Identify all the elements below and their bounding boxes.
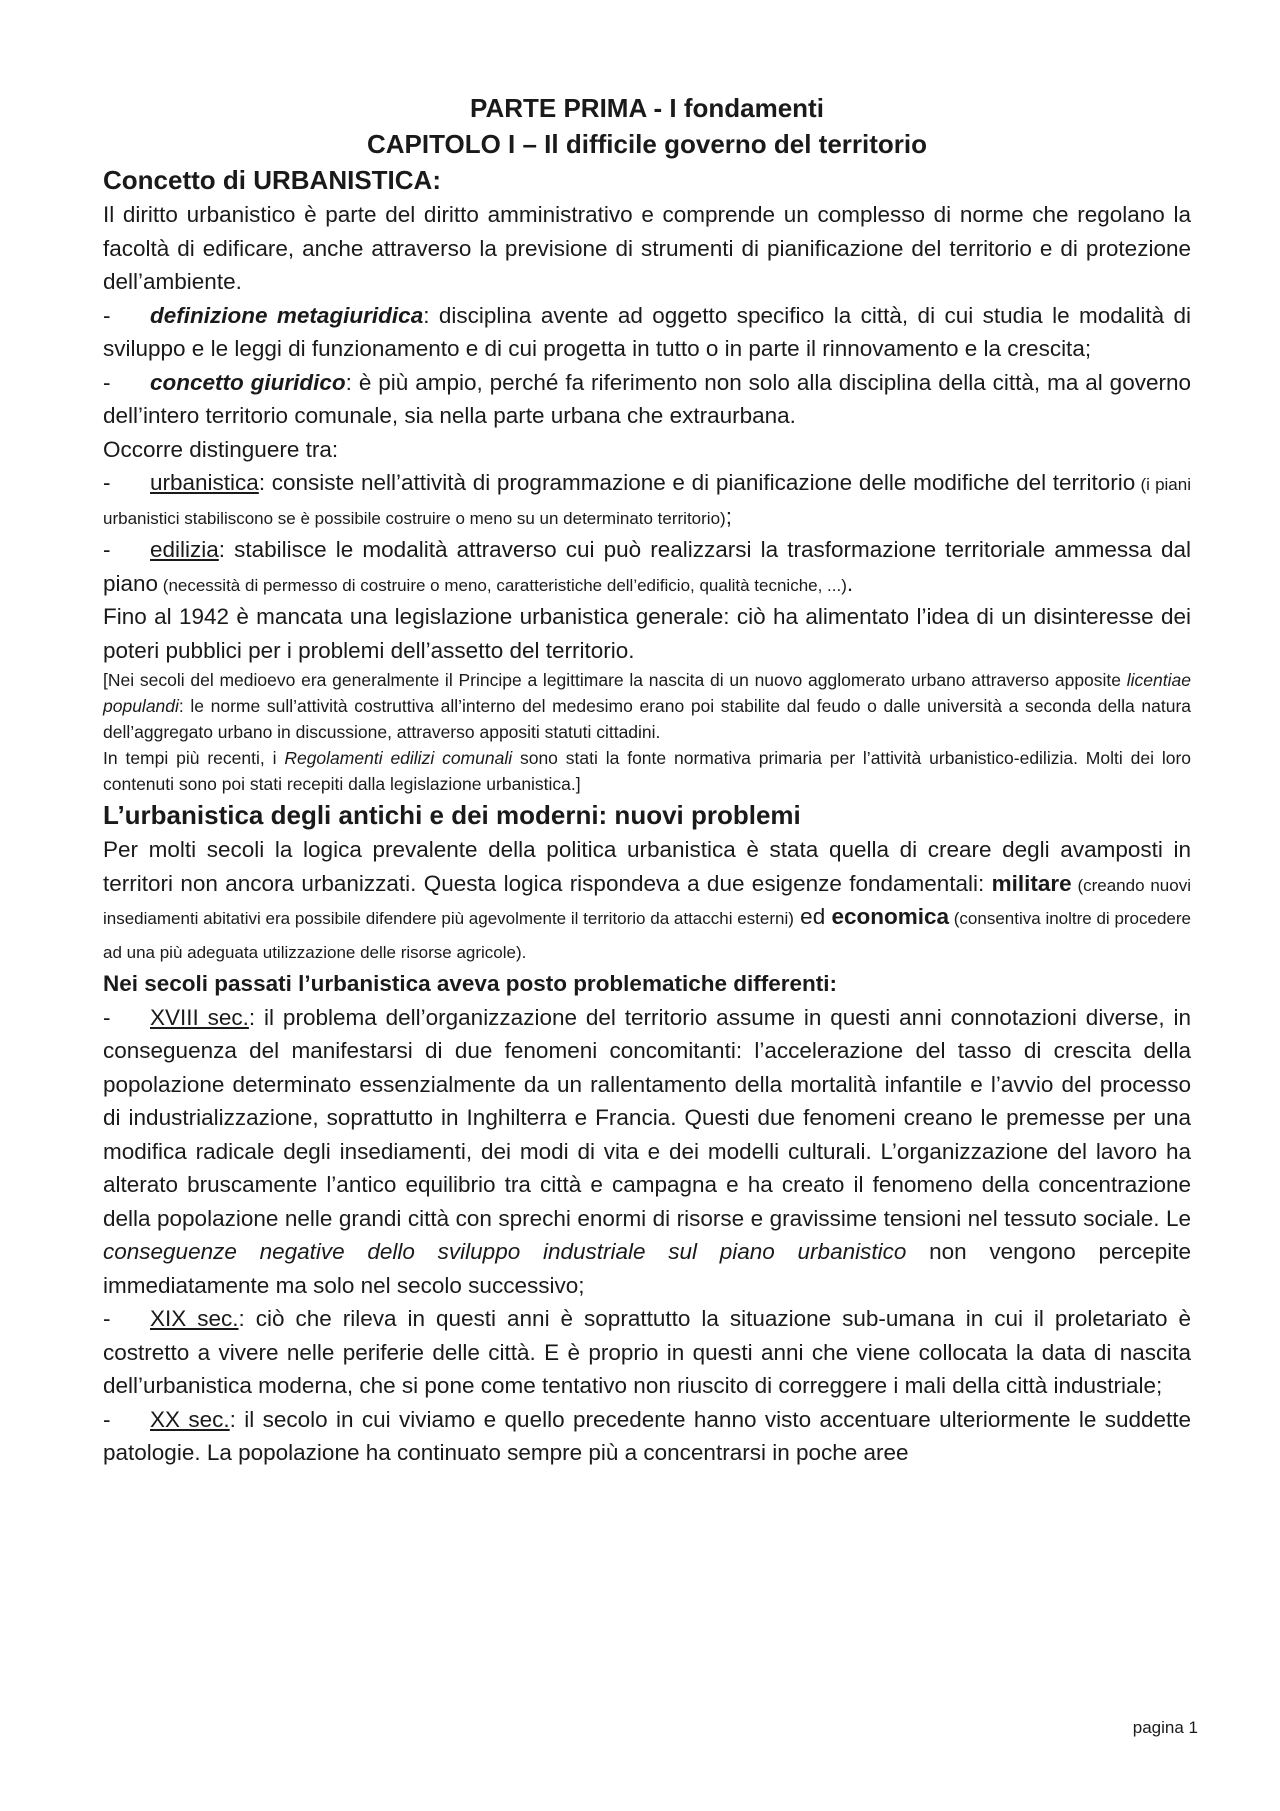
term: urbanistica xyxy=(150,470,259,495)
term: definizione metagiuridica xyxy=(150,302,424,328)
list-item-xix: - XIX sec.: ciò che rileva in questi anni è soprattutto la situazione sub-umana in cui il proletariato è costretto a vivere nelle periferie delle città. E è proprio in questi anni che viene collocata la data di nascita dell’urbanistica moderna, che si pone come tentativo non riuscito di correggere i mali della città industriale; xyxy=(103,1302,1191,1403)
term: XIX sec. xyxy=(150,1306,239,1331)
part-title: PARTE PRIMA - I fondamenti xyxy=(470,93,824,123)
document-page xyxy=(103,90,1191,1470)
list-item-edilizia: - edilizia: stabilisce le modalità attraverso cui può realizzarsi la trasformazione territoriale ammessa dal piano (necessità di permesso di costruire o meno, caratteristiche dell’edificio, qualità tecniche, ...). xyxy=(103,533,1191,600)
paragraph-1942: Fino al 1942 è mancata una legislazione urbanistica generale: ciò ha alimentato l’idea di un disinteresse dei poteri pubblici per i problemi dell’assetto del territorio. xyxy=(103,604,1191,663)
list-dash: - xyxy=(103,537,111,562)
list-dash: - xyxy=(103,470,111,495)
list-item-xviii: - XVIII sec.: il problema dell’organizzazione del territorio assume in questi anni connotazioni diverse, in conseguenza del manifestarsi di due fenomeni concomitanti: l’accelerazione del tasso di crescita della popolazione determinato essenzialmente da un rallentamento della mortalità infantile e l’avvio del processo di industrializzazione, soprattutto in Inghilterra e Francia. Questi due fenomeni creano le premesse per una modifica radicale degli insediamenti, dei modi di vita e dei modelli culturali. L’organizzazione del lavoro ha alterato bruscamente l’antico equilibrio tra città e campagna e ha creato il fenomeno della concentrazione della popolazione nelle grandi città con sprechi enormi di risorse e gravissime tensioni nel tessuto sociale. Le conseguenze negative dello sviluppo industriale sul piano urbanistico non vengono percepite immediatamente ma solo nel secolo successivo; xyxy=(103,1001,1191,1303)
list-item-urbanistica: - urbanistica: consiste nell’attività di programmazione e di pianificazione delle modifiche del territorio (i piani urbanistici stabiliscono se è possibile costruire o meno su un determinato territorio); xyxy=(103,466,1191,533)
term: XX sec. xyxy=(150,1406,230,1432)
list-dash: - xyxy=(103,302,111,328)
term: XVIII sec. xyxy=(150,1004,249,1030)
term: concetto giuridico xyxy=(150,369,346,395)
intro-paragraph: Il diritto urbanistico è parte del diritto amministrativo e comprende un complesso di norme che regolano la facoltà di edificare, anche attraverso la previsione di strumenti di pianificazione del territorio e di protezione dell’ambiente. xyxy=(103,202,1191,294)
list-dash: - xyxy=(103,1406,111,1432)
list-item-concetto-giuridico: - concetto giuridico: è più ampio, perché fa riferimento non solo alla disciplina della città, ma al governo dell’intero territorio comunale, sia nella parte urbana che extraurbana. xyxy=(103,366,1191,433)
list-dash: - xyxy=(103,1306,111,1331)
term: edilizia xyxy=(150,537,219,562)
distinguish-line: Occorre distinguere tra: xyxy=(103,436,339,462)
list-item-definizione-metagiuridica: - definizione metagiuridica: disciplina avente ad oggetto specifico la città, di cui studia le modalità di sviluppo e le leggi di funzionamento e di cui progetta in tutto o in parte il rinnovamento e la crescita; xyxy=(103,299,1191,366)
note-medioevo: [Nei secoli del medioevo era generalmente il Principe a legittimare la nascita di un nuovo agglomerato urbano attraverso apposite licentiae populandi: le norme sull’attività costruttiva all’interno del medesimo erano poi stabilite dal feudo o dalle università a seconda della natura dell’aggregato urbano in discussione, attraverso appositi statuti cittadini. xyxy=(103,670,1191,742)
section-heading-urbanistica: Concetto di URBANISTICA: xyxy=(103,165,441,195)
chapter-title: CAPITOLO I – Il difficile governo del territorio xyxy=(366,129,928,159)
subheading-problematiche: Nei secoli passati l’urbanistica aveva posto problematiche differenti: xyxy=(103,971,837,996)
list-item-xx: - XX sec.: il secolo in cui viviamo e quello precedente hanno visto accentuare ulteriormente le suddette patologie. La popolazione ha continuato sempre più a concentrarsi in poche aree xyxy=(103,1403,1191,1470)
paragraph-logica: Per molti secoli la logica prevalente della politica urbanistica è stata quella di creare degli avamposti in territori non ancora urbanizzati. Questa logica rispondeva a due esigenze fondamentali: militare (creando nuovi insediamenti abitativi era possibile difendere più agevolmente il territorio da attacchi esterni) ed economica (consentiva inoltre di procedere ad una più adeguata utilizzazione delle risorse agricole). xyxy=(103,837,1191,962)
section-heading-antichi-moderni: L’urbanistica degli antichi e dei moderni: nuovi problemi xyxy=(103,800,801,830)
page-number: pagina 1 xyxy=(1132,1718,1198,1737)
list-dash: - xyxy=(103,1004,111,1030)
note-regolamenti: In tempi più recenti, i Regolamenti edilizi comunali sono stati la fonte normativa primaria per l’attività urbanistico-edilizia. Molti dei loro contenuti sono poi stati recepiti dalla legislazione urbanistica.] xyxy=(103,748,1192,794)
list-dash: - xyxy=(103,369,111,395)
